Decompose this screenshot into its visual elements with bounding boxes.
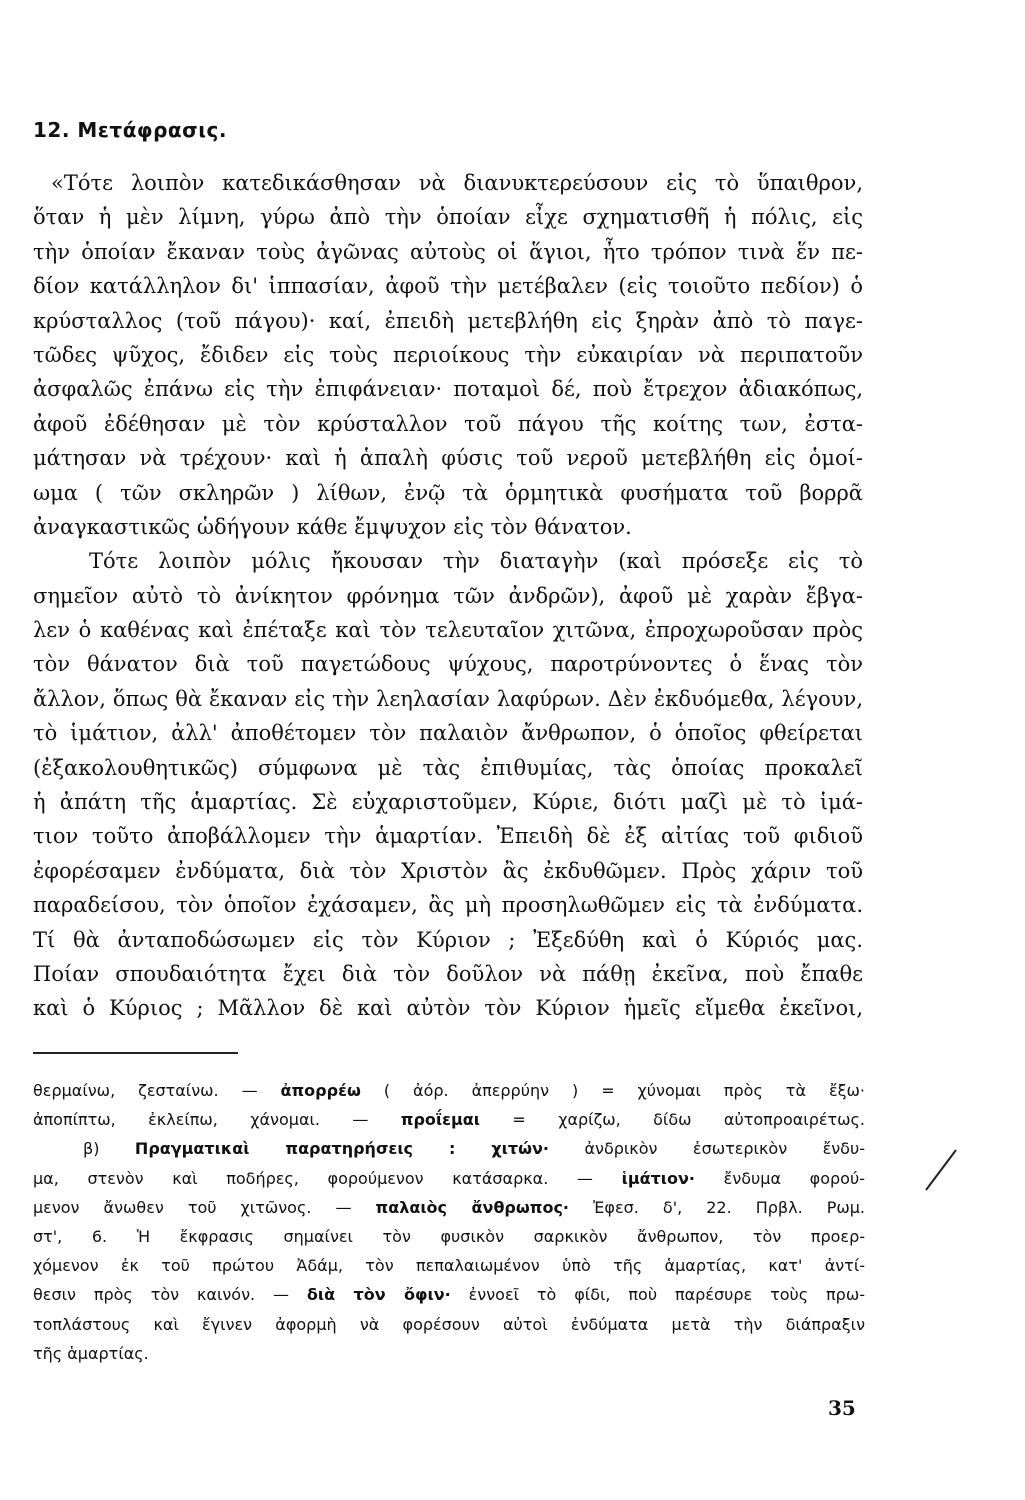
text-line: ἡ ἀπάτη τῆς ἁμαρτίας. Σὲ εὐχαριστοῦμεν, Κύριε, διότι μαζὶ μὲ τὸ ἱμά-: [33, 790, 863, 815]
note-text: μα, στενὸν καὶ ποδήρες, φορούμενον κατάσαρκα. —: [33, 1168, 622, 1188]
text-line: ἄλλον, ὅπως θὰ ἔκαναν εἰς τὴν λεηλασίαν λαφύρων. Δὲν ἐκδυόμεθα, λέγουν,: [33, 686, 863, 711]
text-line: τιον τοῦτο ἀποβάλλομεν τὴν ἁμαρτίαν. Ἐπειδὴ δὲ ἐξ αἰτίας τοῦ φιδιοῦ: [33, 824, 863, 849]
text-line: τὸ ἱμάτιον, ἀλλ' ἀποθέτομεν τὸν παλαιὸν ἄνθρωπον, ὁ ὁποῖος φθείρεται: [33, 721, 863, 746]
text-line: τὸν θάνατον διὰ τοῦ παγετώδους ψύχους, παροτρύνοντες ὁ ἕνας τὸν: [33, 652, 863, 677]
footnote-line: [33, 1134, 865, 1163]
text-line: Τί θὰ ἀνταποδώσωμεν εἰς τὸν Κύριον ; Ἐξεδύθη καὶ ὁ Κύριός μας.: [33, 927, 863, 952]
text-line: τὴν ὁποίαν ἔκαναν τοὺς ἀγῶνας αὐτοὺς οἱ ἅγιοι, ἦτο τρόπον τινὰ ἕν πε-: [33, 239, 863, 264]
footnotes: [33, 1076, 865, 1368]
note-text: θεσιν πρὸς τὸν καινόν. —: [33, 1285, 307, 1305]
margin-slash-mark: [920, 1148, 960, 1194]
text-line: σημεῖον αὐτὸ τὸ ἀνίκητον φρόνημα τῶν ἀνδρῶν), ἀφοῦ μὲ χαρὰν ἔβγα-: [33, 583, 863, 608]
text-line: ἀφοῦ ἐδέθησαν μὲ τὸν κρύσταλλον τοῦ πάγου τῆς κοίτης των, ἐστα-: [33, 411, 863, 436]
footnote-line: στ', 6. Ἡ ἔκφρασις σημαίνει τὸν φυσικὸν σαρκικὸν ἄνθρωπον, τὸν προερ-: [33, 1226, 865, 1246]
note-text: μενον ἄνωθεν τοῦ χιτῶνος. —: [33, 1197, 376, 1217]
note-text: ἐννοεῖ τὸ φίδι, ποὺ παρέσυρε τοὺς πρω-: [450, 1285, 866, 1305]
note-term: παλαιὸς ἄνθρωπος·: [375, 1197, 570, 1217]
note-text: = χαρίζω, δίδω αὐτοπροαιρέτως.: [480, 1110, 865, 1130]
text-line: ἀσφαλῶς ἐπάνω εἰς τὴν ἐπιφάνειαν· ποταμοὶ δέ, ποὺ ἔτρεχον ἀδιακόπως,: [33, 377, 863, 402]
text-line: ὅταν ἡ μὲν λίμνη, γύρω ἀπὸ τὴν ὁποίαν εἶχε σχηματισθῆ ἡ πόλις, εἰς: [33, 205, 863, 230]
note-term: προΐεμαι: [400, 1110, 481, 1130]
text-line: Ποίαν σπουδαιότητα ἔχει διὰ τὸν δοῦλον νὰ πάθῃ ἐκεῖνα, ποὺ ἔπαθε: [33, 961, 863, 986]
footnote-line: [33, 1076, 865, 1105]
note-text: ἔνδυμα φορού-: [695, 1168, 865, 1188]
text-line: καὶ ὁ Κύριος ; Μᾶλλον δὲ καὶ αὐτὸν τὸν Κύριον ἡμεῖς εἴμεθα ἐκεῖνοι,: [33, 996, 863, 1021]
text-line: «Τότε λοιπὸν κατεδικάσθησαν νὰ διανυκτερεύσουν εἰς τὸ ὕπαιθρον,: [51, 171, 863, 195]
text-line: Τότε λοιπὸν μόλις ἤκουσαν τὴν διαταγὴν (καὶ πρόσεξε εἰς τὸ: [89, 549, 863, 574]
note-text: ἀνδρικὸν ἐσωτερικὸν ἔνδυ-: [549, 1139, 866, 1159]
text-line: ωμα ( τῶν σκληρῶν ) λίθων, ἐνῷ τὰ ὁρμητικὰ φυσήματα τοῦ βορρᾶ: [33, 480, 863, 505]
text-line: παραδείσου, τὸν ὁποῖον ἐχάσαμεν, ἂς μὴ προσηλωθῶμεν εἰς τὰ ἐνδύματα.: [33, 893, 863, 918]
text-line: μάτησαν νὰ τρέχουν· καὶ ἡ ἁπαλὴ φύσις τοῦ νεροῦ μετεβλήθη εἰς ὁμοί-: [33, 446, 863, 471]
footnote-divider: [33, 1052, 238, 1054]
note-term: ἱμάτιον·: [621, 1168, 696, 1188]
footnote-line: [33, 1164, 865, 1193]
text-line: λεν ὁ καθένας καὶ ἐπέταξε καὶ τὸν τελευταῖον χιτῶνα, ἐπροχωροῦσαν πρὸς: [33, 618, 863, 643]
note-text: β): [83, 1139, 135, 1159]
footnote-line: τοπλάστους καὶ ἔγινεν ἀφορμὴ νὰ φορέσουν αὐτοὶ ἐνδύματα μετὰ τὴν διάπραξιν: [33, 1314, 865, 1334]
text-line: ἀναγκαστικῶς ὡδήγουν κάθε ἔμψυχον εἰς τὸν θάνατον.: [33, 514, 632, 539]
text-line: (ἐξακολουθητικῶς) σύμφωνα μὲ τὰς ἐπιθυμίας, τὰς ὁποίας προκαλεῖ: [33, 755, 863, 780]
section-heading: 12. Μετάφρασις.: [33, 118, 227, 142]
footnote-line: χόμενον ἐκ τοῦ πρώτου Ἀδάμ, τὸν πεπαλαιωμένον ὑπὸ τῆς ἁμαρτίας, κατ' ἀντί-: [33, 1256, 865, 1276]
page-number: 35: [828, 1396, 856, 1420]
note-term: Πραγματικαὶ παρατηρήσεις : χιτών·: [134, 1139, 549, 1159]
note-text: θερμαίνω, ζεσταίνω. —: [33, 1081, 281, 1100]
text-line: δίον κατάλληλον δι' ἱππασίαν, ἀφοῦ τὴν μετέβαλεν (εἰς τοιοῦτο πεδίον) ὁ: [33, 274, 863, 299]
note-text: Ἐφεσ. δ', 22. Πρβλ. Ρωμ.: [569, 1197, 866, 1217]
main-text: [33, 166, 863, 1026]
note-term: διὰ τὸν ὄφιν·: [306, 1285, 451, 1305]
footnote-line: τῆς ἁμαρτίας.: [33, 1343, 149, 1363]
note-term: ἀπορρέω: [280, 1081, 361, 1100]
footnote-line: [33, 1105, 865, 1134]
text-line: τῶδες ψῦχος, ἔδιδεν εἰς τοὺς περιοίκους τὴν εὐκαιρίαν νὰ περιπατοῦν: [33, 342, 863, 367]
text-line: κρύσταλλος (τοῦ πάγου)· καί, ἐπειδὴ μετεβλήθη εἰς ξηρὰν ἀπὸ τὸ παγε-: [33, 308, 863, 333]
note-text: ( ἀόρ. ἀπερρύην ) = χύνομαι πρὸς τὰ ἔξω·: [360, 1081, 865, 1100]
footnote-line: [33, 1193, 865, 1222]
text-line: ἐφορέσαμεν ἐνδύματα, διὰ τὸν Χριστὸν ἂς ἐκδυθῶμεν. Πρὸς χάριν τοῦ: [33, 858, 863, 883]
note-text: ἀποπίπτω, ἐκλείπω, χάνομαι. —: [33, 1110, 401, 1130]
footnote-line: [33, 1280, 865, 1309]
